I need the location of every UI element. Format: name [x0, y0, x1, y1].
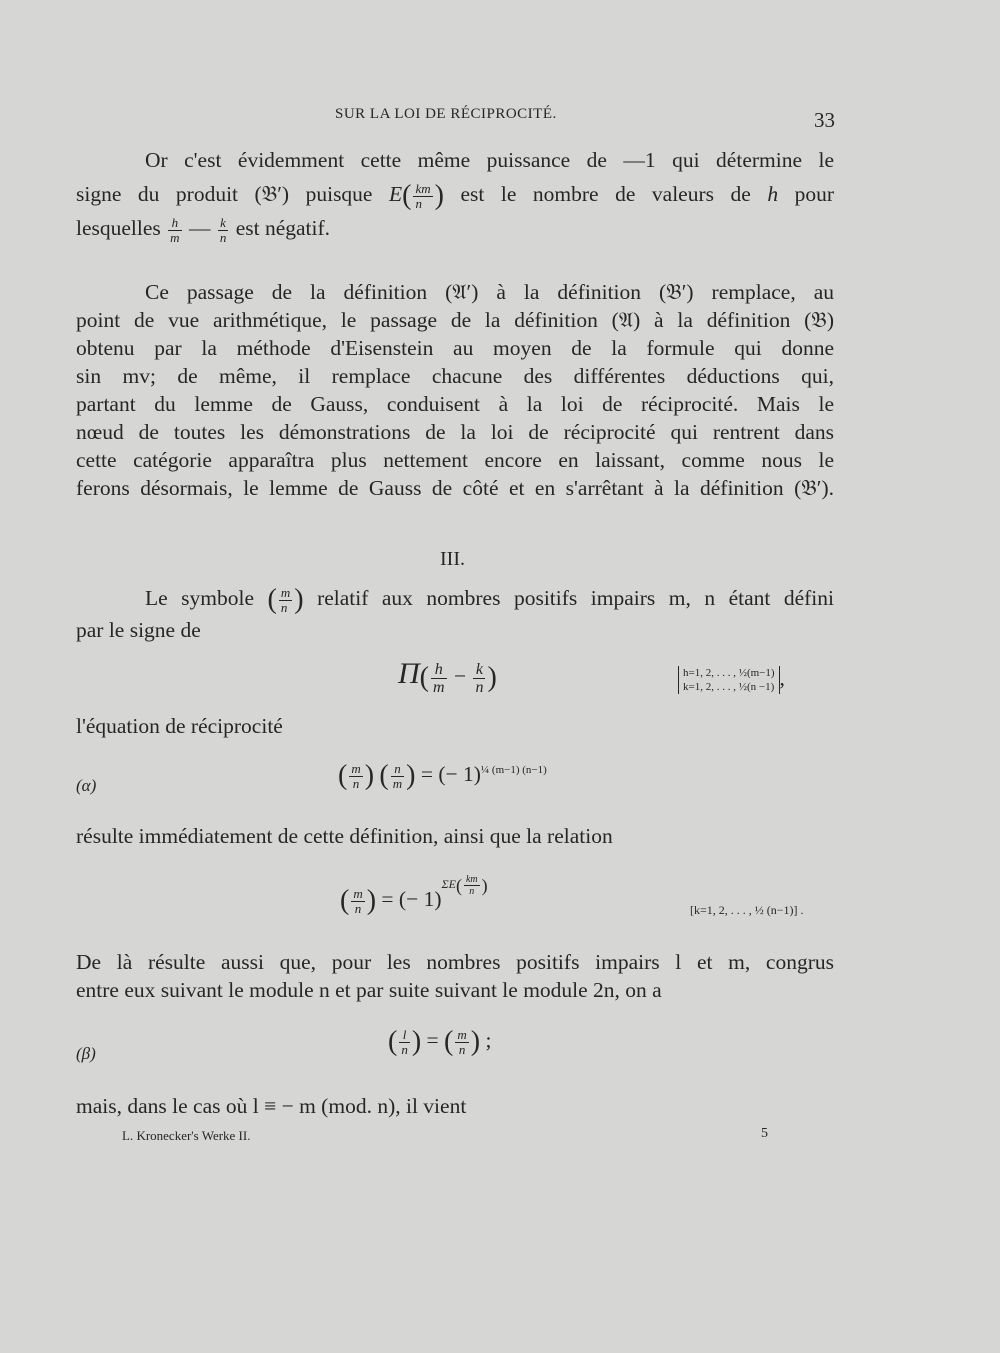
- eq-alpha: ( $\frac{m}{n}$ ) ( $\frac{n}{m}$ ) = (− 1)$^{\frac{1}{4} (m-1) (n-1)}$: [338, 760, 547, 792]
- para3-line1b: relatif aux nombres positifs impairs m, n étant défini: [317, 586, 835, 610]
- para3-line2: par le signe de: [76, 618, 201, 642]
- para1-line3: [76, 214, 330, 245]
- range-bracket: [678, 666, 780, 694]
- para1-line3a: lesquelles: [76, 216, 161, 240]
- para4-line1: De là résulte aussi que, pour les nombres positifs impairs l et m, congrus: [76, 950, 834, 974]
- product-range: h=1, 2, . . . , ½(m−1) k=1, 2, . . . , ½(n −1) ,: [678, 664, 785, 694]
- eq-beta-end: ;: [485, 1028, 492, 1052]
- para2-line7: cette catégorie apparaîtra plus nettement encore en laissant, comme nous le: [76, 448, 834, 472]
- pi-symbol: Π: [398, 657, 420, 690]
- para2-line5: partant du lemme de Gauss, conduisent à la loi de réciprocité. Mais le: [76, 392, 834, 416]
- eq-sum-range: [k=1, 2, . . . , ½ (n−1)] .: [690, 903, 804, 917]
- last-line: mais, dans le cas où l ≡ − m (mod. n), il vient: [76, 1094, 467, 1118]
- var-h: h: [767, 182, 779, 206]
- eq-beta-label: (β): [76, 1044, 96, 1063]
- para2-line1: Ce passage de la définition (𝔄′) à la définition (𝔅′) remplace, au: [145, 280, 834, 304]
- product-formula: Π( $\frac{h}{m}$ − $\frac{k}{n}$ ): [398, 657, 497, 696]
- para1-line2a: signe du produit (𝔅′) puisque: [76, 182, 373, 206]
- footer-text: L. Kronecker's Werke II.: [122, 1128, 251, 1143]
- para3-line1: [145, 584, 834, 615]
- para1-line2b: est le nombre de valeurs de: [460, 182, 751, 206]
- para2-line4: sin mv; de même, il remplace chacune des différentes déductions qui,: [76, 364, 834, 388]
- range-k: k=1, 2, . . . , ½(n −1): [683, 681, 775, 694]
- page-number: 33: [814, 108, 835, 132]
- eq-sum-sigma: ΣE: [441, 877, 456, 891]
- para2-line3: obtenu par la méthode d'Eisenstein au moyen de la formule qui donne: [76, 336, 834, 360]
- line-eq-reciprocity: l'équation de réciprocité: [76, 714, 283, 738]
- eq-sum: ( $\frac{m}{n}$ ) = (− 1)ΣE( $\frac{km}{n}$ ): [340, 873, 488, 917]
- eq-alpha-exponent: ¼ (m−1) (n−1): [480, 764, 547, 776]
- para2-line6: nœud de toutes les démonstrations de la loi de réciprocité qui rentrent dans: [76, 420, 834, 444]
- range-h: h=1, 2, . . . , ½(m−1): [683, 667, 775, 680]
- formula-h-m-minus-k-n: $\frac{h}{m}$ — $\frac{k}{n}$: [170, 214, 227, 245]
- eq-beta-eq: =: [426, 1028, 439, 1052]
- formula-E-km-n: E( $\frac{km}{n}$ ): [389, 180, 444, 212]
- running-title: SUR LA LOI DE RÉCIPROCITÉ.: [335, 106, 557, 122]
- eq-alpha-rhs: = (− 1): [420, 762, 481, 787]
- line-result: résulte immédiatement de cette définition, ainsi que la relation: [76, 824, 613, 848]
- para4-line2: entre eux suivant le module n et par suite suivant le module 2n, on a: [76, 978, 662, 1002]
- para1-line2: [76, 180, 834, 211]
- section-heading: III.: [440, 548, 465, 570]
- para3-line1a: Le symbole: [145, 586, 255, 610]
- symbol-m-n: ( $\frac{m}{n}$ ): [267, 584, 304, 616]
- eq-beta: ( $\frac{l}{n}$ ) = ( $\frac{m}{n}$ ) ;: [388, 1026, 492, 1058]
- para1-line3b: est négatif.: [235, 216, 331, 240]
- footer-sheet-number: 5: [761, 1126, 768, 1141]
- para2-line8: ferons désormais, le lemme de Gauss de côté et en s'arrêtant à la définition (𝔅′).: [76, 476, 834, 500]
- eq-alpha-label: (α): [76, 776, 97, 795]
- para1-line1: Or c'est évidemment cette même puissance de —1 qui détermine le: [145, 148, 834, 172]
- para2-line2: point de vue arithmétique, le passage de la définition (𝔄) à la définition (𝔅): [76, 308, 834, 332]
- eq-sum-rhs: = (− 1): [381, 887, 442, 911]
- para1-line2c: pour: [794, 182, 835, 206]
